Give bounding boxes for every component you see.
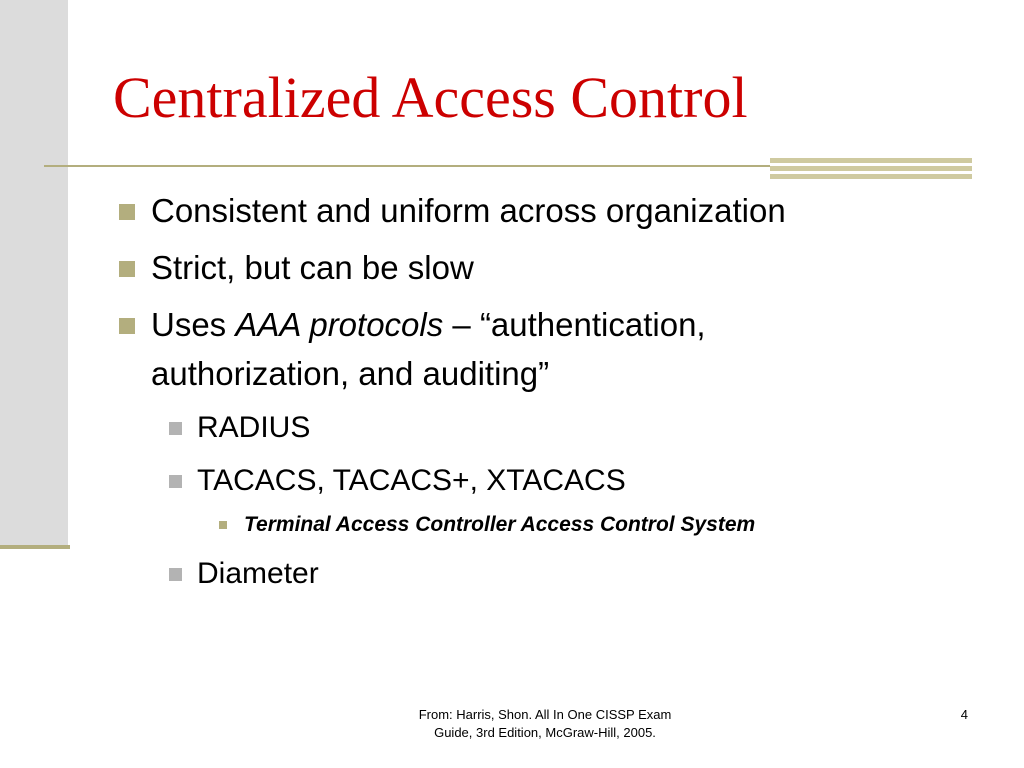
bullet-text: Strict, but can be slow [151, 249, 474, 286]
square-bullet-icon [169, 422, 182, 435]
square-bullet-icon [119, 318, 135, 334]
left-side-band [0, 0, 68, 547]
sub-sub-bullet-text: Terminal Access Controller Access Control System [244, 513, 756, 536]
bullet-text-emphasis: AAA protocols [235, 306, 444, 343]
bullet-item [151, 304, 706, 346]
sub-sub-bullet-item [244, 511, 755, 539]
square-bullet-icon [119, 204, 135, 220]
source-citation [360, 706, 730, 742]
sub-bullet-text: RADIUS [197, 411, 311, 444]
bullet-text: Consistent and uniform across organization [151, 192, 786, 229]
sub-bullet-text: Diameter [197, 557, 319, 590]
source-citation-line: Guide, 3rd Edition, McGraw-Hill, 2005. [434, 725, 656, 740]
slide-title: Centralized Access Control [113, 65, 748, 130]
square-bullet-icon [119, 261, 135, 277]
accent-stripe [770, 166, 972, 171]
bullet-continuation [151, 353, 549, 395]
sub-bullet-item [197, 409, 310, 447]
source-citation-line: From: Harris, Shon. All In One CISSP Exam [418, 707, 672, 722]
sub-bullet-item [197, 462, 626, 500]
title-rule-accent-block [770, 158, 972, 180]
square-bullet-icon [169, 568, 182, 581]
title-underline-rule [44, 165, 770, 167]
accent-stripe [770, 158, 972, 163]
left-band-edge-rule [0, 545, 70, 549]
bullet-text-prefix: Uses [151, 306, 236, 343]
bullet-item [151, 190, 786, 232]
bullet-item [151, 247, 474, 289]
bullet-text-suffix: – “authentication, [443, 306, 706, 343]
slide-number: 4 [960, 707, 968, 722]
square-bullet-icon [219, 521, 227, 529]
square-bullet-icon [169, 475, 182, 488]
sub-bullet-text: TACACS, TACACS+, XTACACS [197, 464, 626, 497]
accent-stripe [770, 174, 972, 179]
bullet-text-continuation: authorization, and auditing” [151, 355, 550, 392]
sub-bullet-item [197, 555, 319, 593]
